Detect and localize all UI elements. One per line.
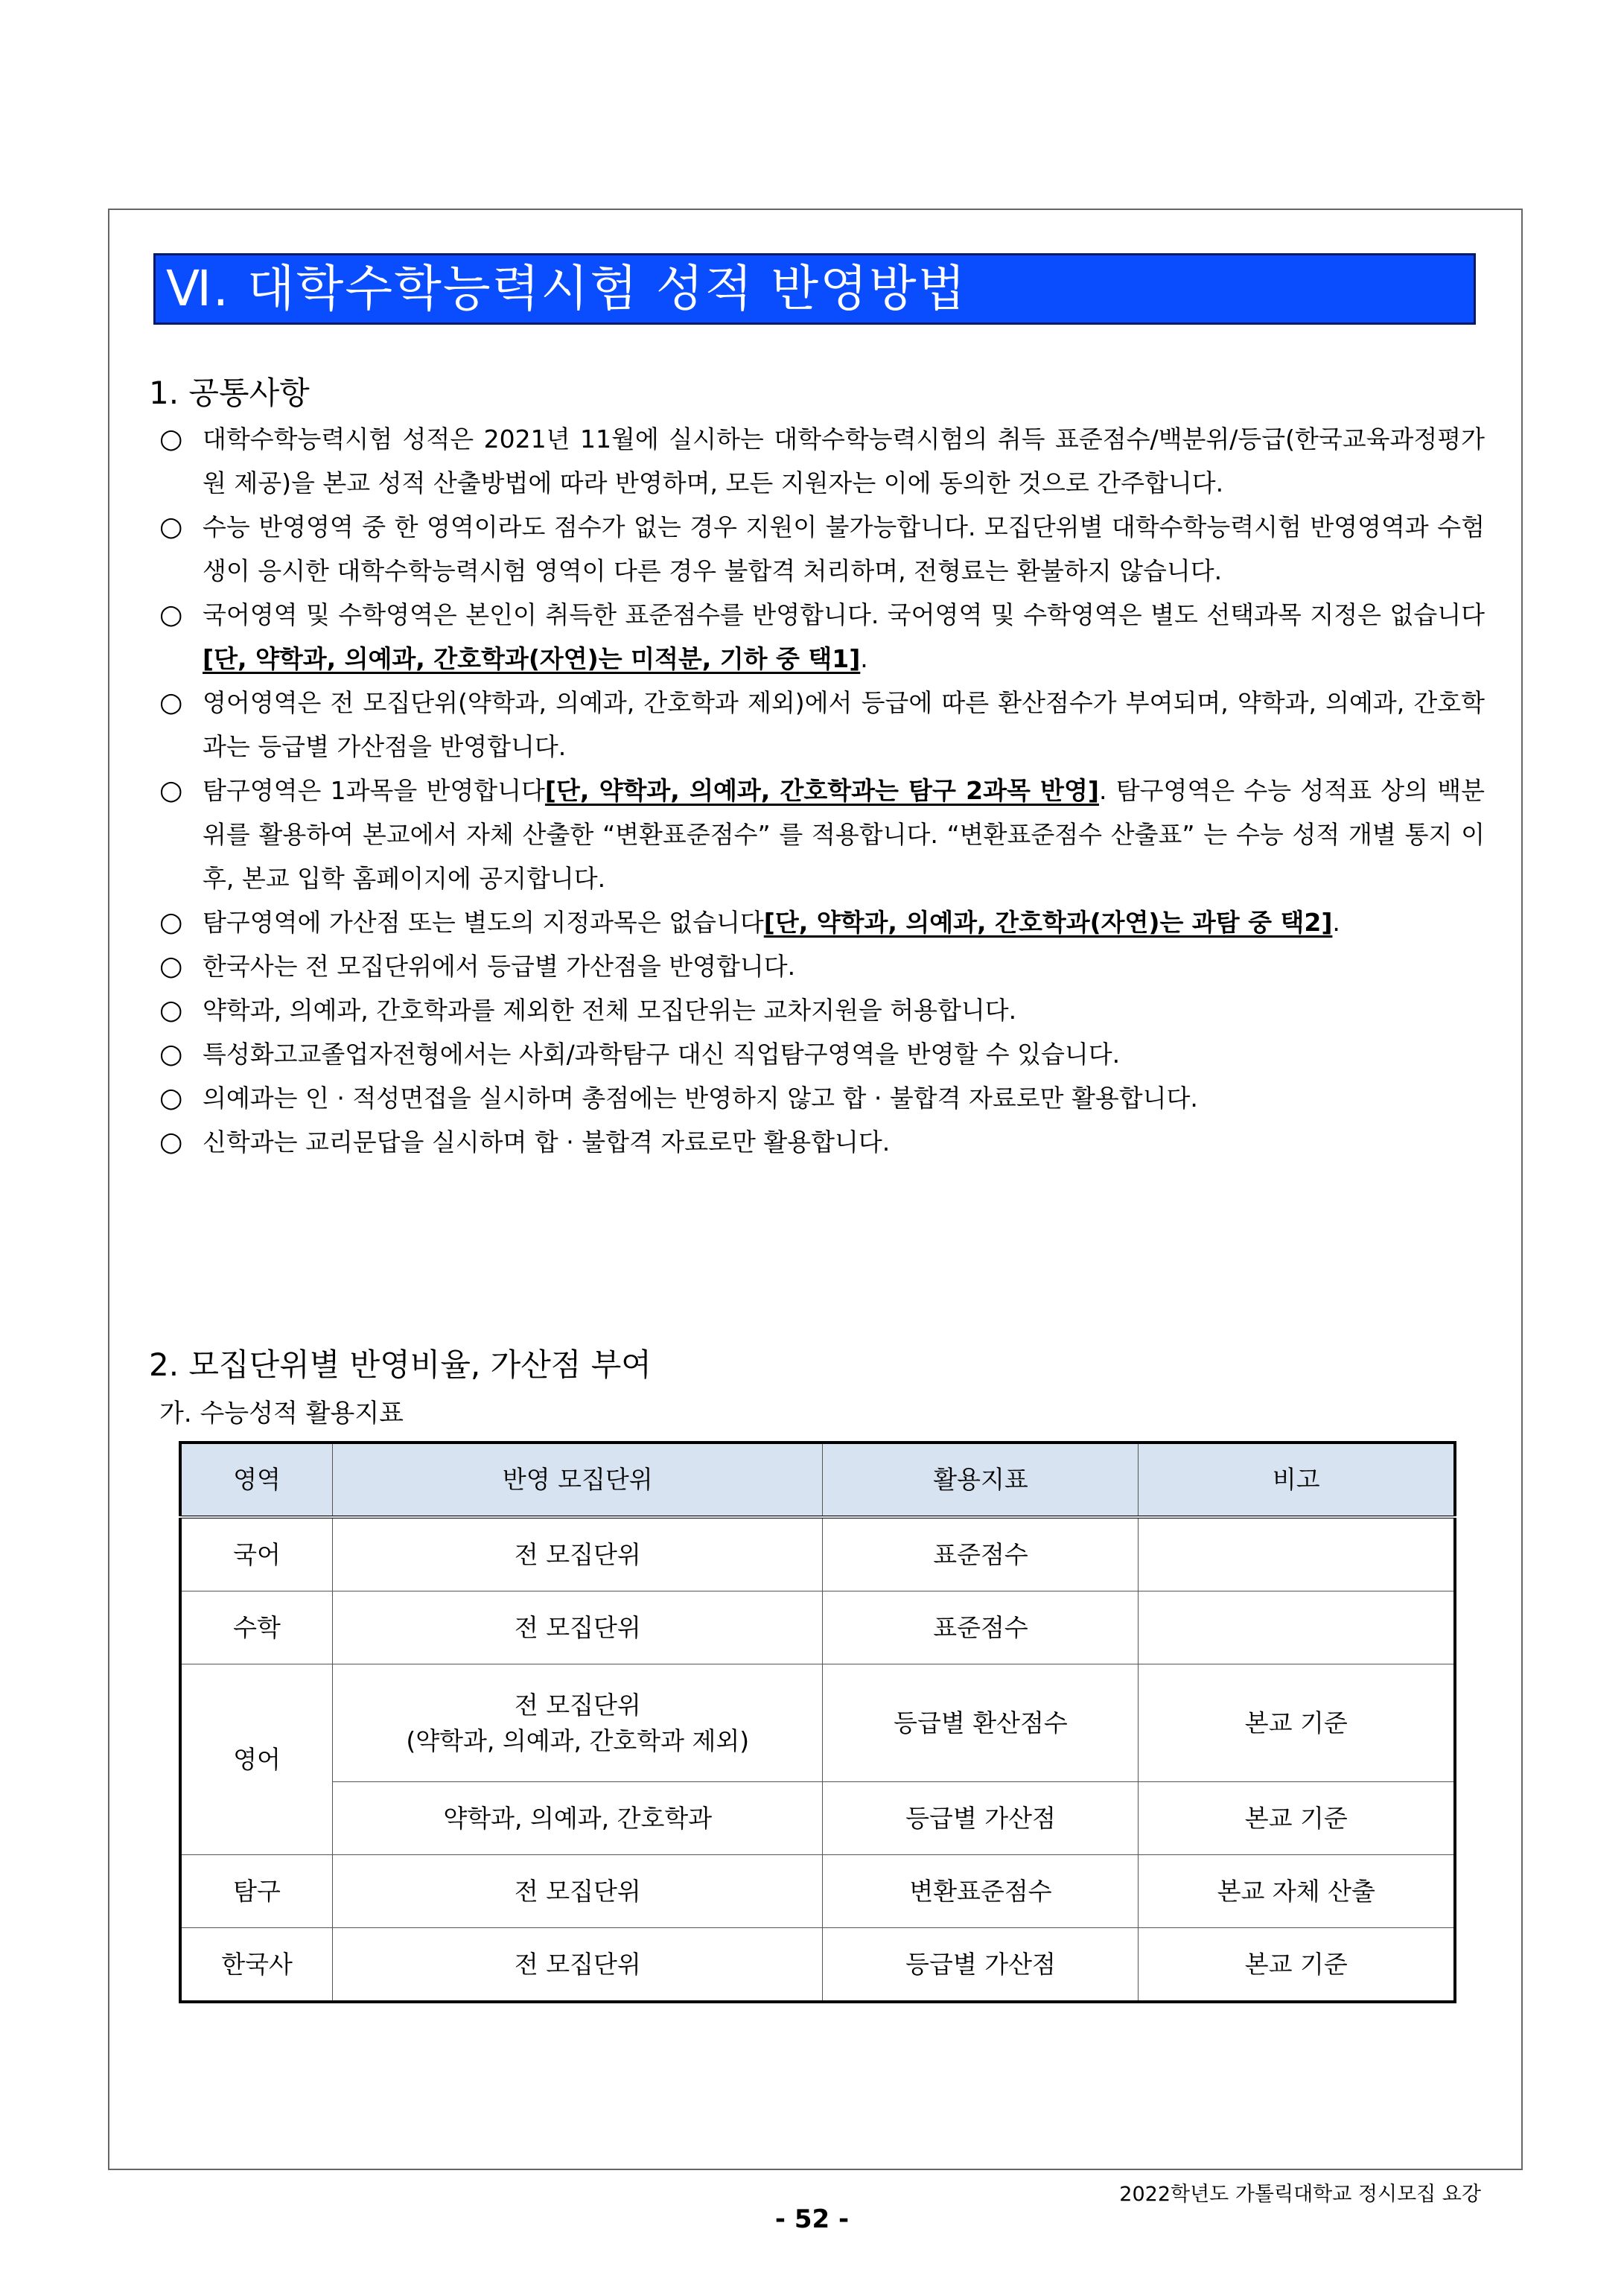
item-tail: . 탐구영역은 수능 성적표 상의 백분위를 활용하여 본교에서 자체 산출한 “변환표준점수” 를 적용합니다. “변환표준점수 산출표” 는 수능 성적 개별 통지 이후, 본교 입학 홈페이지에 공지합니다. — [203, 776, 1486, 893]
item-text: 탐구영역에 가산점 또는 별도의 지정과목은 없습니다 — [203, 908, 764, 937]
area-cell: 한국사 — [180, 1928, 333, 2003]
index-cell: 등급별 가산점 — [823, 1782, 1139, 1855]
note-cell: 본교 자체 산출 — [1139, 1855, 1455, 1928]
index-cell: 변환표준점수 — [823, 1855, 1139, 1928]
item-text: 특성화고교졸업자전형에서는 사회/과학탐구 대신 직업탐구영역을 반영할 수 있습니다. — [203, 1040, 1121, 1069]
item-text: 한국사는 전 모집단위에서 등급별 가산점을 반영합니다. — [203, 952, 796, 981]
note-cell: 본교 기준 — [1139, 1664, 1455, 1782]
circle-bullet-icon: ○ — [159, 600, 183, 630]
unit-text: 전 모집단위 — [514, 1690, 641, 1720]
unit-cell: 전 모집단위 — [333, 1591, 823, 1664]
note-cell — [1139, 1591, 1455, 1664]
list-item — [159, 988, 1485, 1032]
circle-bullet-icon: ○ — [159, 951, 183, 982]
list-item — [159, 1076, 1485, 1120]
unit-cell — [333, 1664, 823, 1782]
list-item — [159, 900, 1485, 944]
table-row — [180, 1591, 1455, 1664]
circle-bullet-icon: ○ — [159, 512, 183, 542]
part2-heading: 2. 모집단위별 반영비율, 가산점 부여 — [149, 1346, 652, 1383]
page-number: - 52 - — [774, 2204, 850, 2234]
index-cell: 등급별 환산점수 — [823, 1664, 1139, 1782]
item-tail: . — [860, 644, 868, 673]
list-item — [159, 1032, 1485, 1076]
header-cell: 반영 모집단위 — [333, 1443, 823, 1517]
note-cell: 본교 기준 — [1139, 1928, 1455, 2003]
unit-cell: 약학과, 의예과, 간호학과 — [333, 1782, 823, 1855]
item-text: 대학수학능력시험 성적은 2021년 11월에 실시하는 대학수학능력시험의 취득 표준점수/백분위/등급(한국교육과정평가원 제공)을 본교 성적 산출방법에 따라 반영하며, 모든 지원자는 이에 동의한 것으로 간주합니다. — [203, 424, 1485, 497]
item-text: 탐구영역은 1과목을 반영합니다 — [203, 776, 545, 805]
circle-bullet-icon: ○ — [159, 1083, 183, 1113]
index-cell: 등급별 가산점 — [823, 1928, 1139, 2003]
part1-heading: 1. 공통사항 — [149, 375, 310, 411]
item-text: 의예과는 인 · 적성면접을 실시하며 총점에는 반영하지 않고 합 · 불합격 자료로만 활용합니다. — [203, 1084, 1198, 1113]
section-title: Ⅵ. 대학수학능력시험 성적 반영방법 — [153, 253, 1476, 325]
index-cell: 표준점수 — [823, 1591, 1139, 1664]
common-items-list — [159, 417, 1485, 1164]
area-cell: 국어 — [180, 1517, 333, 1591]
table-row — [180, 1928, 1455, 2003]
part2-subheading: 가. 수능성적 활용지표 — [159, 1399, 404, 1428]
circle-bullet-icon: ○ — [159, 775, 183, 806]
item-text: 수능 반영영역 중 한 영역이라도 점수가 없는 경우 지원이 불가능합니다. 모집단위별 대학수학능력시험 반영영역과 수험생이 응시한 대학수학능력시험 영역이 다른 경우 불합격 처리하며, 전형료는 환불하지 않습니다. — [203, 512, 1485, 585]
list-item — [159, 1120, 1485, 1164]
item-tail: . — [1332, 908, 1340, 937]
table-header-row — [180, 1443, 1455, 1517]
note-cell — [1139, 1517, 1455, 1591]
list-item — [159, 593, 1485, 681]
table-row — [180, 1517, 1455, 1591]
header-cell: 활용지표 — [823, 1443, 1139, 1517]
header-cell: 영역 — [180, 1443, 333, 1517]
unit-cell: 전 모집단위 — [333, 1855, 823, 1928]
area-cell: 탐구 — [180, 1855, 333, 1928]
list-item — [159, 944, 1485, 988]
item-emphasis: [단, 약학과, 의예과, 간호학과(자연)는 미적분, 기하 중 택1] — [203, 644, 861, 673]
item-emphasis: [단, 약학과, 의예과, 간호학과(자연)는 과탐 중 택2] — [763, 908, 1333, 937]
score-index-table — [179, 1441, 1456, 2003]
item-text: 약학과, 의예과, 간호학과를 제외한 전체 모집단위는 교차지원을 허용합니다. — [203, 996, 1017, 1025]
table-row — [180, 1855, 1455, 1928]
area-cell: 수학 — [180, 1591, 333, 1664]
unit-cell: 전 모집단위 — [333, 1517, 823, 1591]
circle-bullet-icon: ○ — [159, 687, 183, 718]
circle-bullet-icon: ○ — [159, 424, 183, 454]
list-item — [159, 417, 1485, 505]
circle-bullet-icon: ○ — [159, 1127, 183, 1157]
index-cell: 표준점수 — [823, 1517, 1139, 1591]
list-item — [159, 769, 1485, 900]
footer-text: 2022학년도 가톨릭대학교 정시모집 요강 — [1119, 2183, 1481, 2206]
item-emphasis: [단, 약학과, 의예과, 간호학과는 탐구 2과목 반영] — [544, 776, 1099, 805]
table-row — [180, 1782, 1455, 1855]
list-item — [159, 681, 1485, 769]
table-row — [180, 1664, 1455, 1782]
note-cell: 본교 기준 — [1139, 1782, 1455, 1855]
item-text: 국어영역 및 수학영역은 본인이 취득한 표준점수를 반영합니다. 국어영역 및 수학영역은 별도 선택과목 지정은 없습니다 — [203, 600, 1485, 629]
item-text: 신학과는 교리문답을 실시하며 합 · 불합격 자료로만 활용합니다. — [203, 1128, 891, 1157]
item-text: 영어영역은 전 모집단위(약학과, 의예과, 간호학과 제외)에서 등급에 따른 환산점수가 부여되며, 약학과, 의예과, 간호학과는 등급별 가산점을 반영합니다. — [203, 688, 1485, 761]
circle-bullet-icon: ○ — [159, 907, 183, 938]
header-cell: 비고 — [1139, 1443, 1455, 1517]
list-item — [159, 505, 1485, 593]
circle-bullet-icon: ○ — [159, 995, 183, 1025]
circle-bullet-icon: ○ — [159, 1039, 183, 1069]
area-cell: 영어 — [180, 1664, 333, 1855]
unit-cell: 전 모집단위 — [333, 1928, 823, 2003]
unit-note: (약학과, 의예과, 간호학과 제외) — [406, 1726, 750, 1755]
